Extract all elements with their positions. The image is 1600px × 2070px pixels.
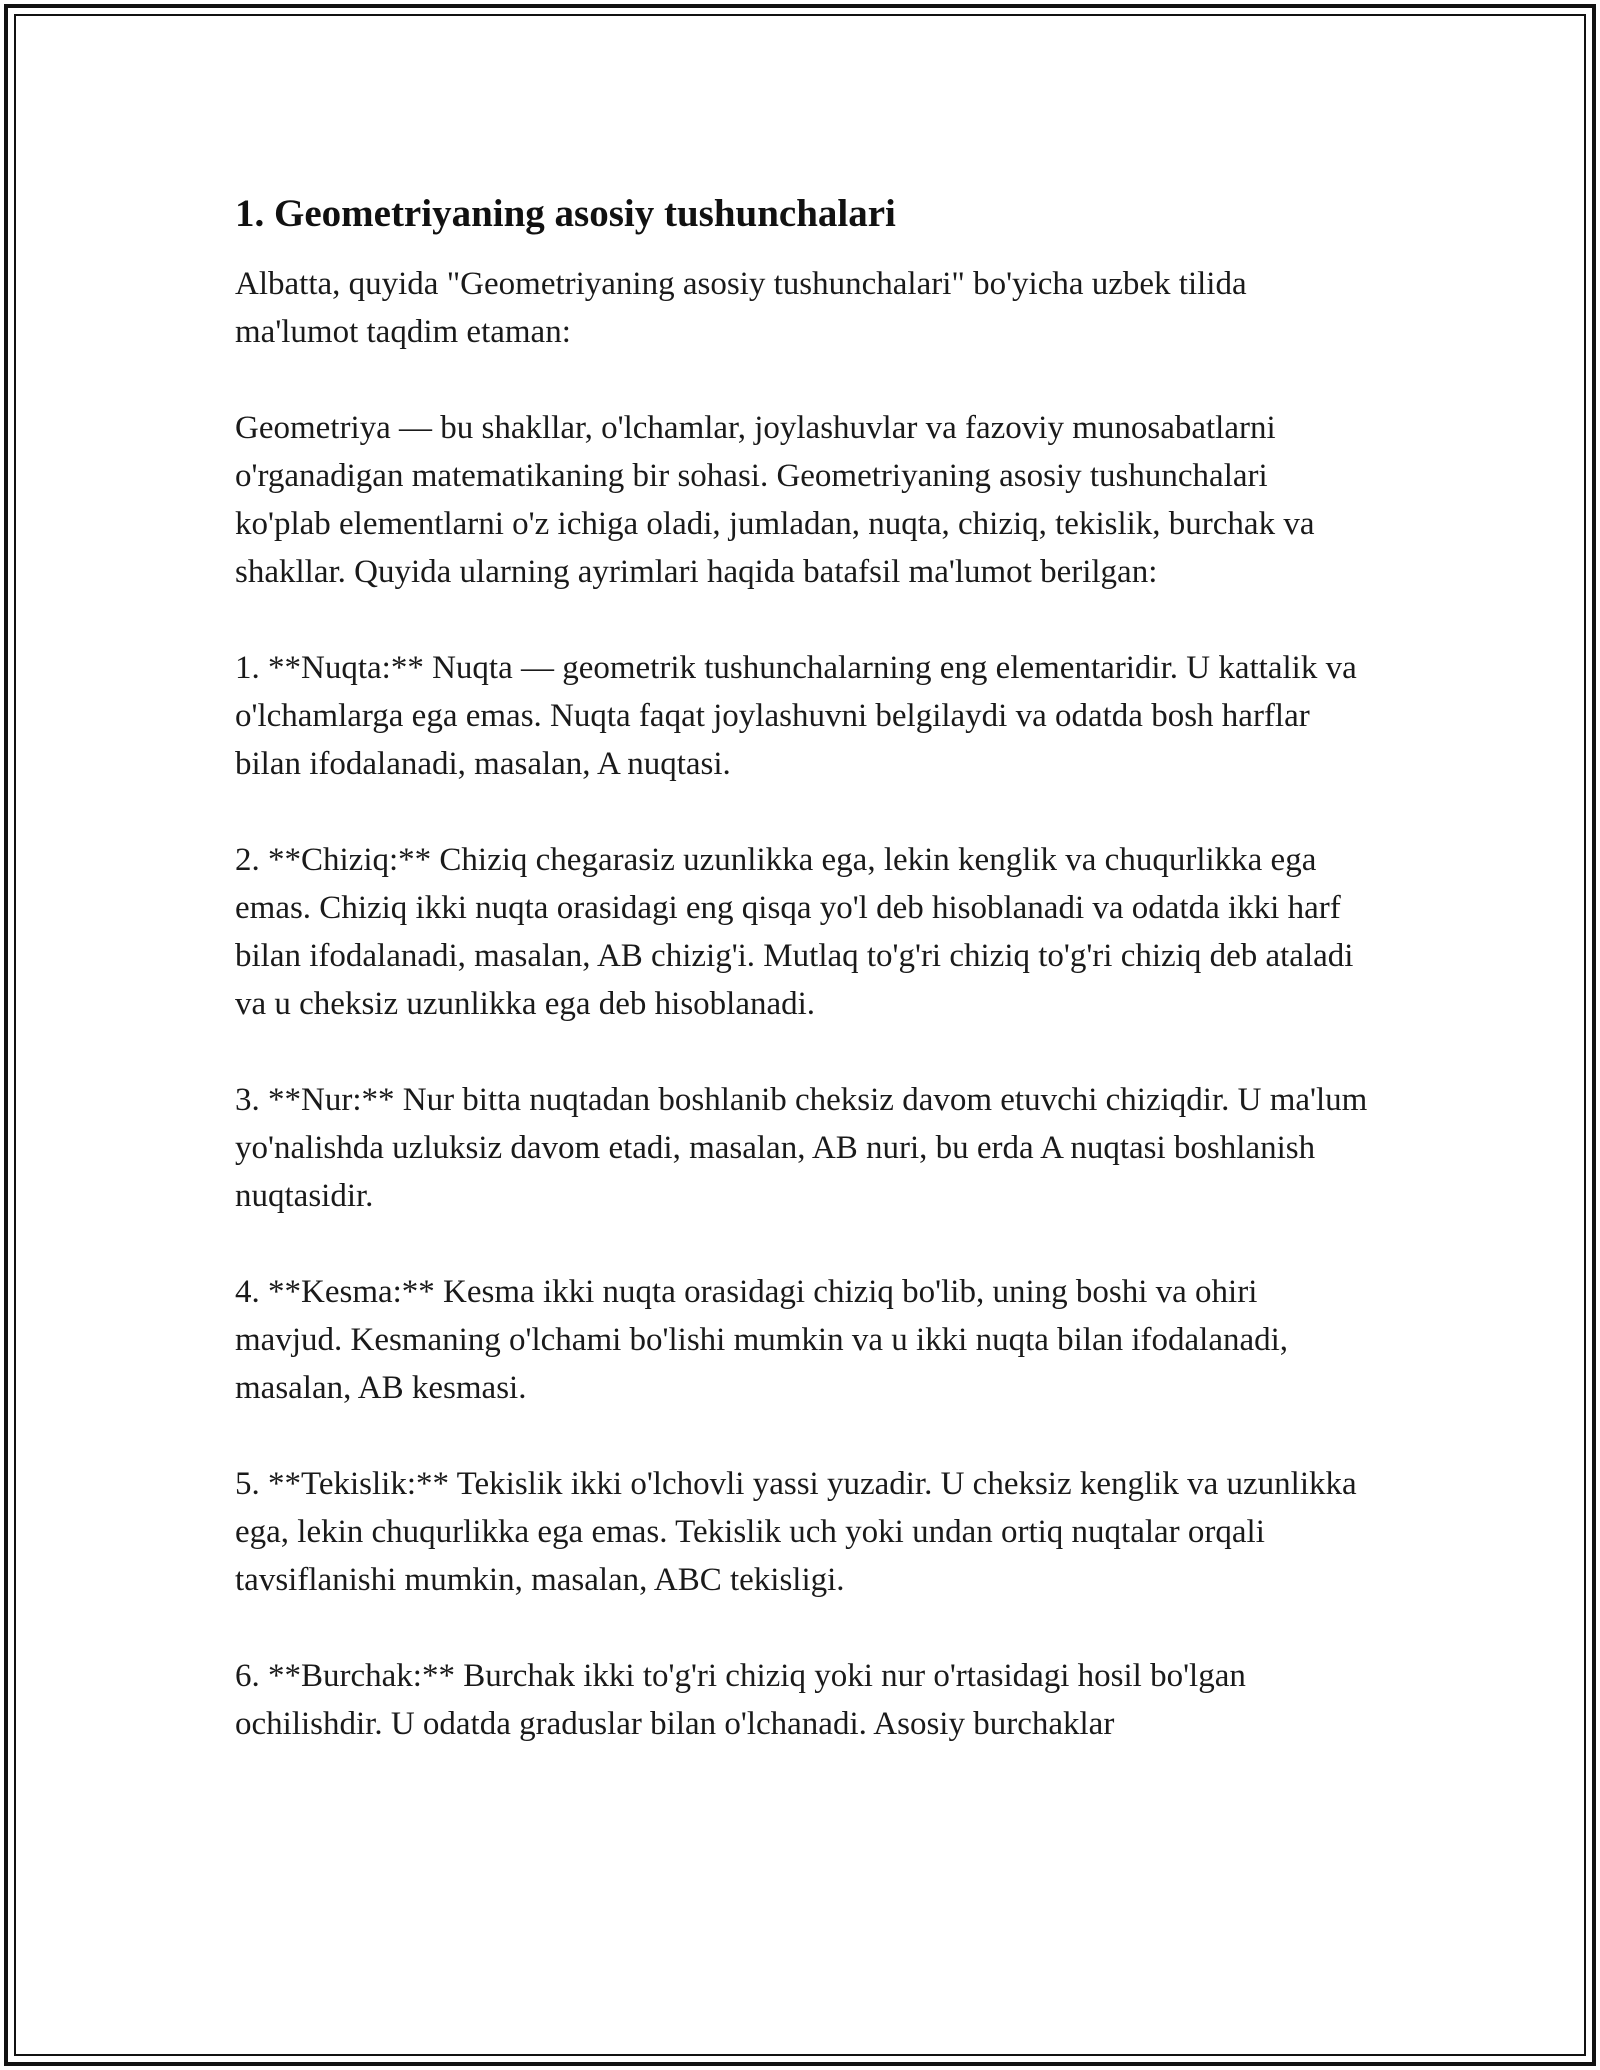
paragraph-kesma: 4. **Kesma:** Kesma ikki nuqta orasidagi chiziq bo'lib, uning boshi va ohiri mavjud. Kesmaning o'lchami bo'lishi mumkin va u ikki nuqta bilan ifodalanadi, masalan, AB kesmasi. <box>235 1274 1289 1406</box>
document-page <box>235 190 1370 1796</box>
paragraph-nur: 3. **Nur:** Nur bitta nuqtadan boshlanib cheksiz davom etuvchi chiziqdir. U ma'lum yo'nalishda uzluksiz davom etadi, masalan, AB nuri, bu erda A nuqtasi boshlanish nuqtasidir. <box>235 1082 1368 1214</box>
paragraph-burchak: 6. **Burchak:** Burchak ikki to'g'ri chiziq yoki nur o'rtasidagi hosil bo'lgan ochilishdir. U odatda graduslar bilan o'lchanadi. Asosiy burchaklar <box>235 1658 1246 1742</box>
paragraph-definition: Geometriya — bu shakllar, o'lchamlar, joylashuvlar va fazoviy munosabatlarni o'rganadigan matematikaning bir sohasi. Geometriyaning asosiy tushunchalari ko'plab elementlarni o'z ichiga oladi, jumladan, nuqta, chiziq, tekislik, burchak va shakllar. Quyida ularning ayrimlari haqida batafsil ma'lumot berilgan: <box>235 410 1315 590</box>
paragraph-nuqta: 1. **Nuqta:** Nuqta — geometrik tushunchalarning eng elementaridir. U kattalik va o'lchamlarga ega emas. Nuqta faqat joylashuvni belgilaydi va odatda bosh harflar bilan ifodalanadi, masalan, A nuqtasi. <box>235 650 1357 782</box>
paragraph-intro: Albatta, quyida "Geometriyaning asosiy tushunchalari" bo'yicha uzbek tilida ma'lumot taqdim etaman: <box>235 266 1247 350</box>
document-title: 1. Geometriyaning asosiy tushunchalari <box>235 192 896 235</box>
paragraph-chiziq: 2. **Chiziq:** Chiziq chegarasiz uzunlikka ega, lekin kenglik va chuqurlikka ega emas. Chiziq ikki nuqta orasidagi eng qisqa yo'l deb hisoblanadi va odatda ikki harf bilan ifodalanadi, masalan, AB chizig'i. Mutlaq to'g'ri chiziq to'g'ri chiziq deb ataladi va u cheksiz uzunlikka ega deb hisoblanadi. <box>235 842 1354 1022</box>
paragraph-tekislik: 5. **Tekislik:** Tekislik ikki o'lchovli yassi yuzadir. U cheksiz kenglik va uzunlikka ega, lekin chuqurlikka ega emas. Tekislik uch yoki undan ortiq nuqtalar orqali tavsiflanishi mumkin, masalan, ABC tekisligi. <box>235 1466 1357 1598</box>
